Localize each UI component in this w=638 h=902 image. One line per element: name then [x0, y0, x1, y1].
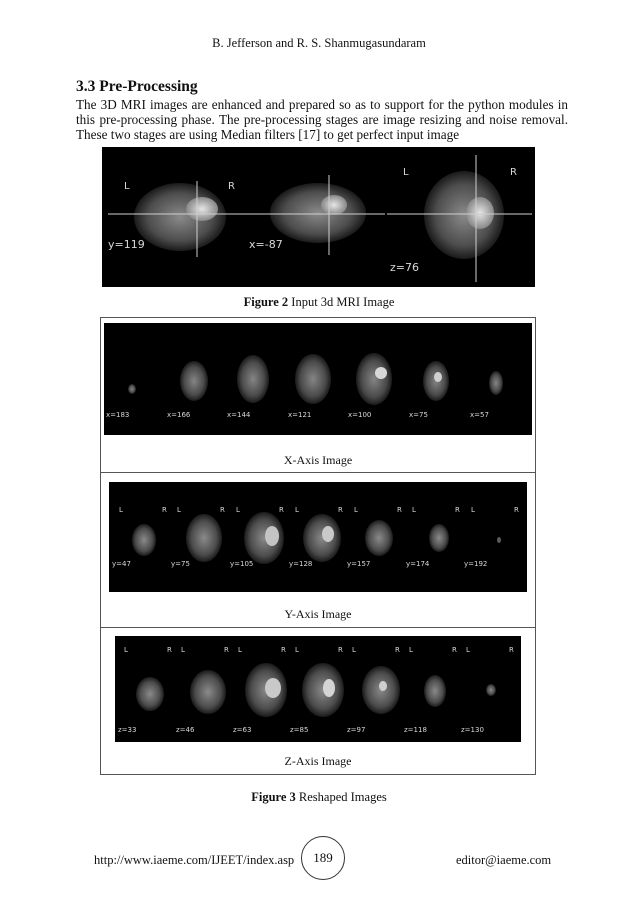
mri-shape: [424, 675, 446, 707]
mri-shape: [497, 537, 501, 543]
mri-shape: [237, 355, 269, 403]
figure-3-label: Figure 3: [251, 790, 296, 804]
x-slice-label: x=75: [409, 411, 428, 419]
mri-shape: [321, 195, 347, 215]
z-slice-label: z=97: [347, 726, 366, 734]
figure-3-caption: [0, 790, 638, 805]
y-right-letter: R: [279, 506, 284, 514]
mri-shape: [434, 372, 442, 382]
y-left-letter: L: [354, 506, 358, 514]
z-left-letter: L: [124, 646, 128, 654]
mri-shape: [190, 670, 226, 714]
z-left-letter: L: [466, 646, 470, 654]
panel-divider: [100, 472, 536, 473]
page-number: 189: [301, 836, 345, 880]
mri-shape: [356, 353, 392, 405]
figure-3-text: Reshaped Images: [295, 790, 387, 804]
y-slice-label: y=105: [230, 560, 254, 568]
y-axis-mri-strip: [109, 482, 527, 592]
figure-2-caption: [0, 295, 638, 310]
mri-shape: [322, 526, 334, 542]
y-left-letter: L: [412, 506, 416, 514]
z-left-letter: L: [409, 646, 413, 654]
y-slice-label: y=128: [289, 560, 313, 568]
mri-shape: [466, 197, 494, 229]
z-right-letter: R: [167, 646, 172, 654]
running-header: B. Jefferson and R. S. Shanmugasundaram: [212, 36, 426, 50]
fig2-x-label: x=-87: [249, 238, 283, 251]
y-slice-label: y=75: [171, 560, 190, 568]
footer-email-link[interactable]: editor@iaeme.com: [456, 853, 552, 867]
figure-2-label: Figure 2: [243, 295, 289, 309]
x-slice-label: x=57: [470, 411, 489, 419]
z-right-letter: R: [395, 646, 400, 654]
y-axis-caption: Y-Axis Image: [284, 607, 352, 621]
z-right-letter: R: [509, 646, 514, 654]
sagittal-brain: [270, 183, 366, 243]
footer-url-link[interactable]: http://www.iaeme.com/IJEET/index.asp: [94, 853, 295, 867]
y-slice-label: y=192: [464, 560, 488, 568]
mri-shape: [186, 514, 222, 562]
x-slice-label: x=100: [348, 411, 372, 419]
y-left-letter: L: [119, 506, 123, 514]
z-slice-label: z=118: [404, 726, 427, 734]
z-slice-label: z=130: [461, 726, 484, 734]
z-right-letter: R: [452, 646, 457, 654]
mri-shape: [136, 677, 164, 711]
x-slice-label: x=121: [288, 411, 312, 419]
y-right-letter: R: [220, 506, 225, 514]
fig2-right-letter-2: R: [510, 167, 517, 178]
z-slice-label: z=33: [118, 726, 137, 734]
z-slice-label: z=85: [290, 726, 309, 734]
z-right-letter: R: [338, 646, 343, 654]
y-slice-label: y=47: [112, 560, 131, 568]
mri-shape: [303, 514, 341, 562]
mri-shape: [265, 678, 281, 698]
mri-shape: [180, 361, 208, 401]
y-slice-label: y=174: [406, 560, 430, 568]
y-right-letter: R: [455, 506, 460, 514]
fig2-y-label: y=119: [108, 238, 145, 251]
x-slice-label: x=183: [106, 411, 130, 419]
mri-shape: [379, 681, 387, 691]
figure-2-mri-image: [102, 147, 535, 287]
mri-shape: [132, 524, 156, 556]
mri-shape: [128, 384, 136, 394]
z-axis-caption: Z-Axis Image: [284, 754, 352, 768]
section-title: 3.3 Pre-Processing: [76, 78, 198, 95]
fig2-left-letter: L: [124, 181, 130, 192]
x-slice-label: x=166: [167, 411, 191, 419]
x-slice-label: x=144: [227, 411, 251, 419]
z-axis-mri-strip: [115, 636, 521, 742]
mri-shape: [365, 520, 393, 556]
body-paragraph: The 3D MRI images are enhanced and prepared so as to support for the python modules in this pre-processing phase. The pre-processing stages are image resizing and noise removal. These two stages are using Median filters [17] to get perfect input image: [76, 97, 568, 142]
mri-shape: [323, 679, 335, 697]
z-left-letter: L: [238, 646, 242, 654]
mri-shape: [486, 684, 496, 696]
mri-shape: [265, 526, 279, 546]
z-left-letter: L: [352, 646, 356, 654]
mri-shape: [429, 524, 449, 552]
z-left-letter: L: [181, 646, 185, 654]
z-slice-label: z=63: [233, 726, 252, 734]
y-right-letter: R: [338, 506, 343, 514]
mri-shape: [186, 197, 218, 221]
fig2-left-letter-2: L: [403, 167, 409, 178]
y-right-letter: R: [514, 506, 519, 514]
z-right-letter: R: [281, 646, 286, 654]
mri-shape: [295, 354, 331, 404]
y-left-letter: L: [236, 506, 240, 514]
panel-divider: [100, 627, 536, 628]
mri-shape: [375, 367, 387, 379]
z-slice-label: z=46: [176, 726, 195, 734]
mri-shape: [302, 663, 344, 717]
z-right-letter: R: [224, 646, 229, 654]
z-left-letter: L: [295, 646, 299, 654]
figure-2-text: Input 3d MRI Image: [288, 295, 395, 309]
fig2-right-letter: R: [228, 181, 235, 192]
x-axis-mri-strip: [104, 323, 532, 435]
y-right-letter: R: [162, 506, 167, 514]
y-right-letter: R: [397, 506, 402, 514]
x-axis-caption: X-Axis Image: [283, 453, 353, 467]
fig2-z-label: z=76: [390, 261, 419, 274]
y-slice-label: y=157: [347, 560, 371, 568]
y-left-letter: L: [471, 506, 475, 514]
mri-shape: [489, 371, 503, 395]
y-left-letter: L: [295, 506, 299, 514]
y-left-letter: L: [177, 506, 181, 514]
